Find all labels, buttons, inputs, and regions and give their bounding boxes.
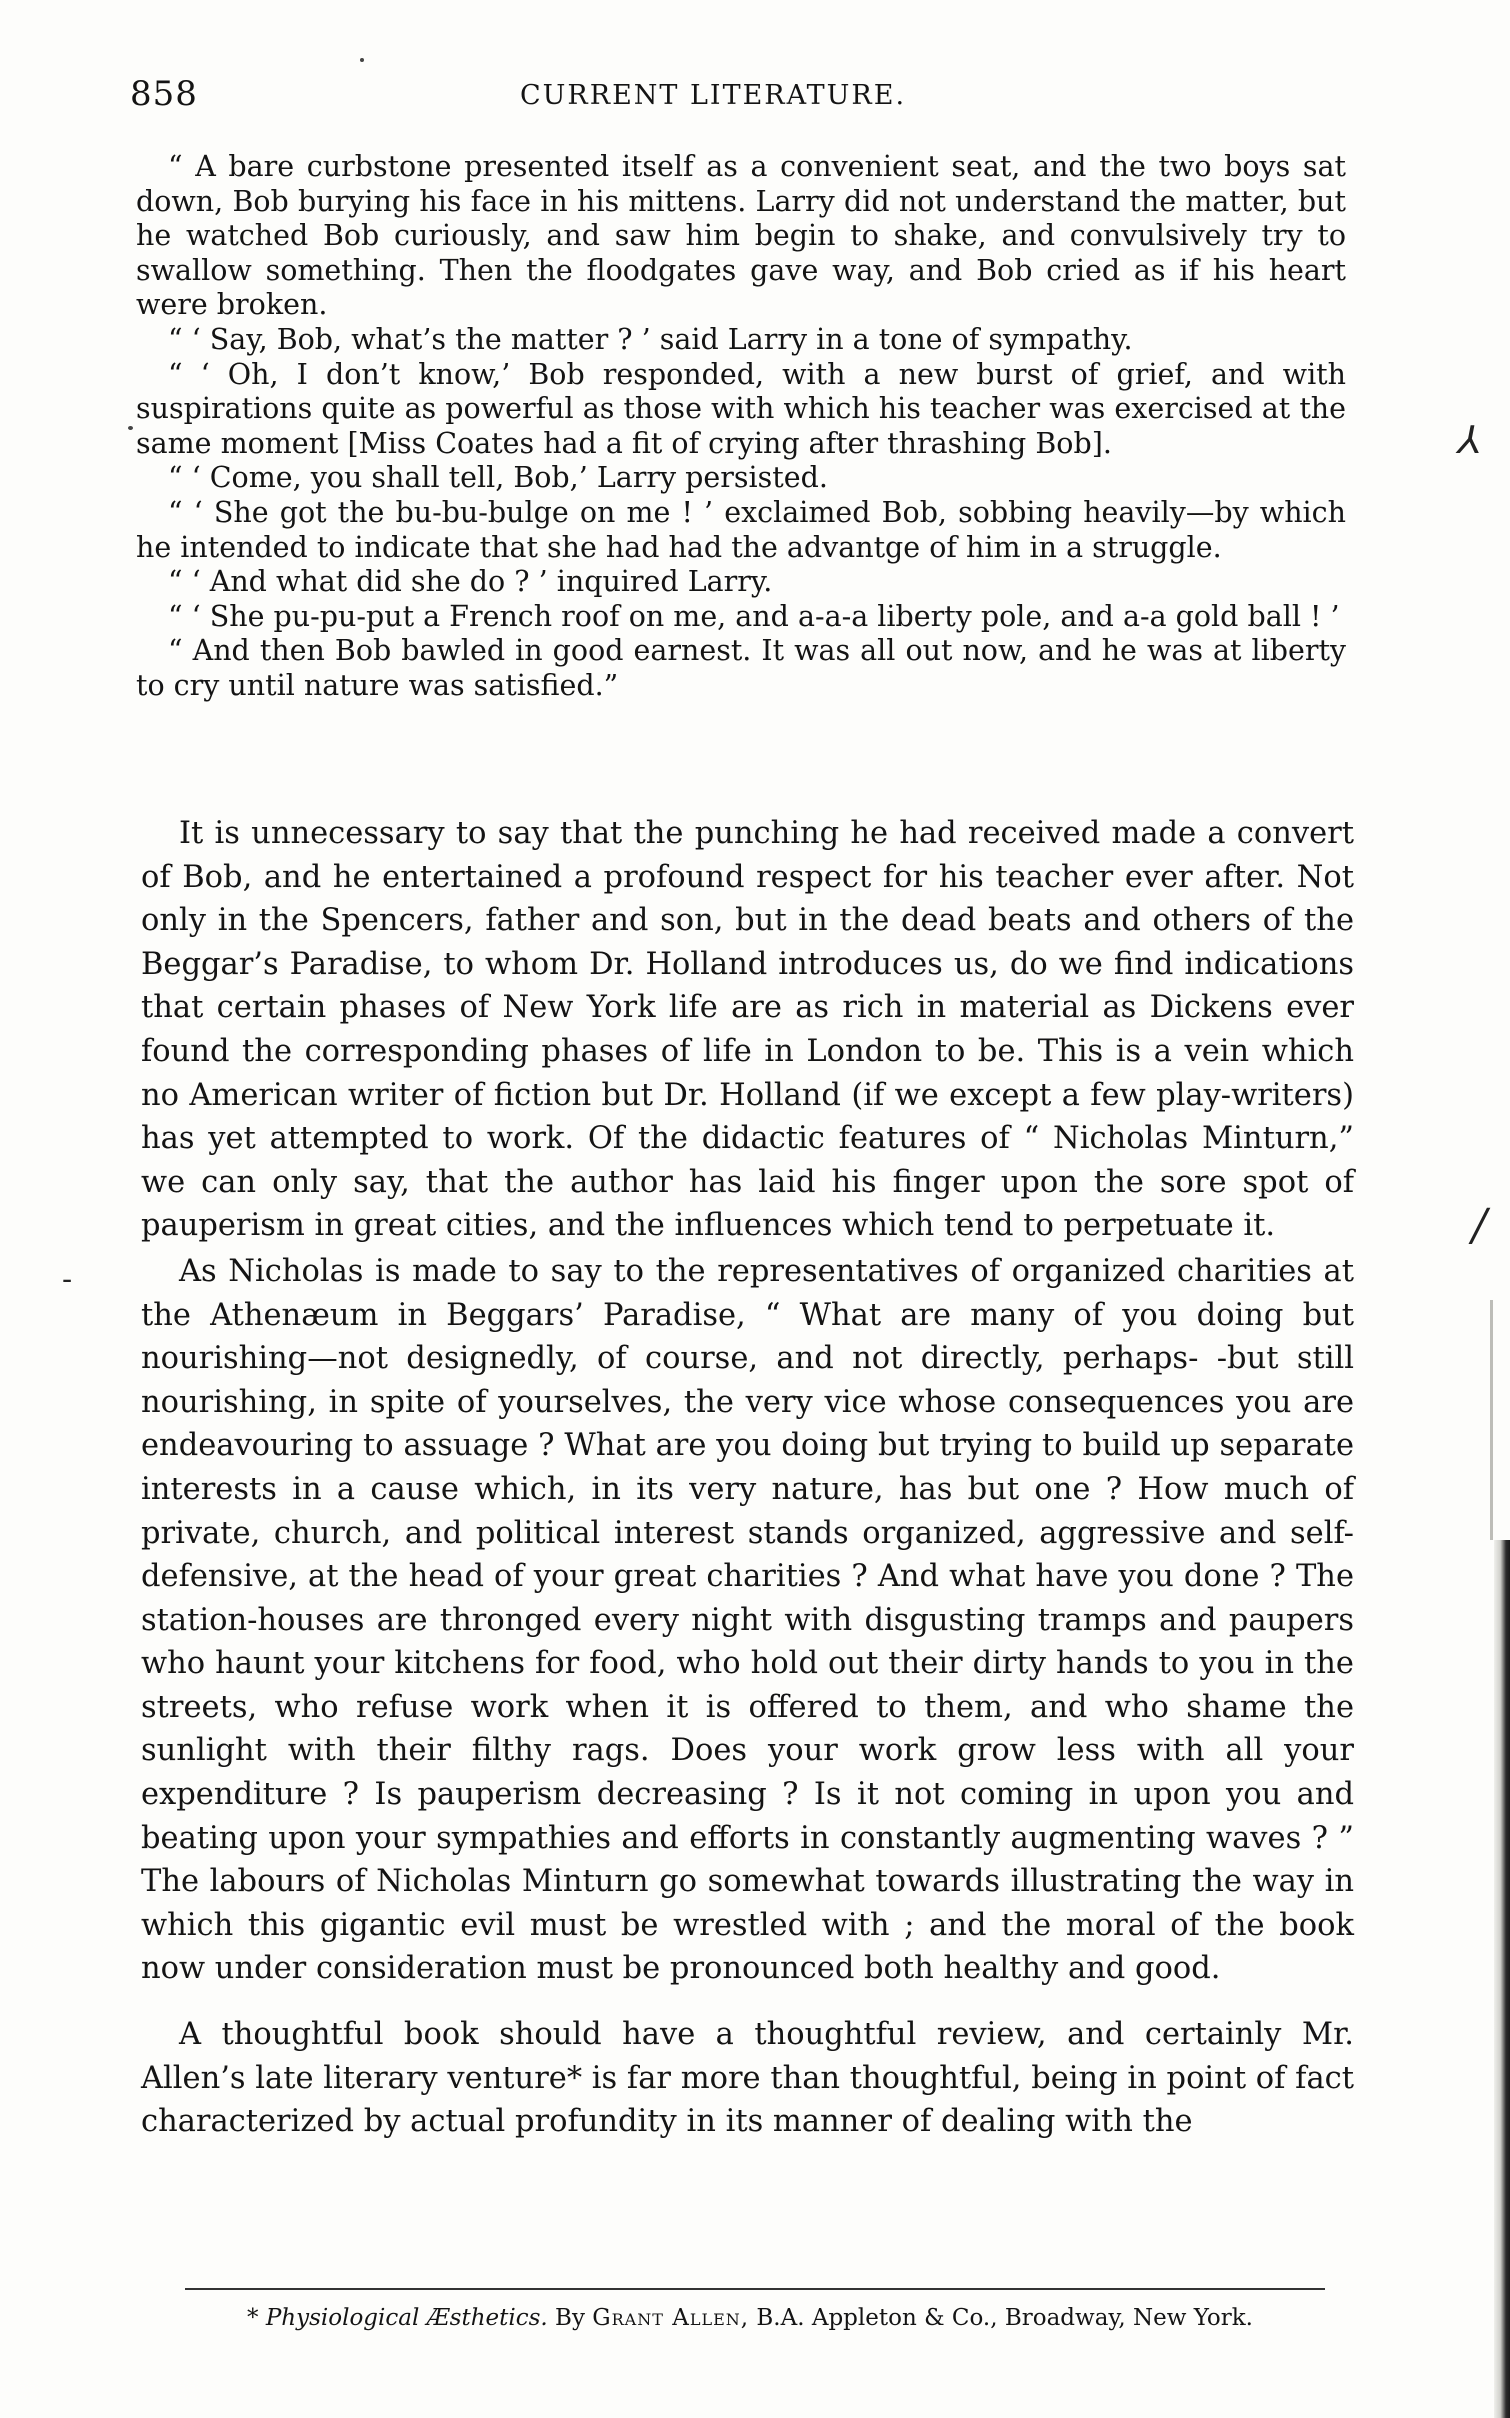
pencil-slash-mark-icon: / [1472,1200,1487,1251]
footnote-book-title: Physiological Æsthetics. [265,2305,548,2331]
footnote-publisher: B.A. Appleton & Co., Broadway, New York. [756,2305,1253,2331]
running-head: CURRENT LITERATURE. [520,80,907,111]
body-paragraph: As Nicholas is made to say to the representatives of organized charities at the Athenæum in Beggars’ Paradise, “ What are many of you doing but nourishing—not designedly, of course, and not directly, perhaps- -but still nourishing, in spite of yourselves, the very vice whose consequences you are endeavouring to assuage ? What are you doing but trying to build up separate interests in a cause which, in its very nature, has but one ? How much of private, church, and political interest stands organized, aggressive and self-defensive, at the head of your great charities ? And what have you done ? The station-houses are thronged every night with disgusting tramps and paupers who haunt your kitchens for food, who hold out their dirty hands to you in the streets, who refuse work when it is offered to them, and who shame the sunlight with their filthy rags. Does your work grow less with all your expenditure ? Is pauperism decreasing ? Is it not coming in upon you and beating upon your sympathies and efforts in constantly augmenting waves ? ” The labours of Nicholas Minturn go somewhat towards illustrating the way in which this gigantic evil must be wrestled with ; and the moral of the book now under consideration must be pronounced both healthy and good. [141,1253,1354,1987]
extract-paragraph: “ ‘ Come, you shall tell, Bob,’ Larry persisted. [168,461,828,495]
extract-paragraph: “ ‘ Say, Bob, what’s the matter ? ’ said Larry in a tone of sympathy. [168,322,1133,356]
pencil-dash-mark-icon: - [62,1262,73,1297]
page-number: 858 [130,74,198,114]
page-header [130,74,1345,124]
footnote [150,2303,1350,2333]
ink-speck [128,426,133,430]
footnote-rule [185,2288,1325,2290]
footnote-marker: * [247,2305,259,2331]
extract-paragraph: “ ‘ She pu-pu-put a French roof on me, and a-a-a liberty pole, and a-a gold ball ! ’ [168,599,1340,633]
extract-paragraph: “ ‘ She got the bu-bu-bulge on me ! ’ exclaimed Bob, sobbing heavily—by which he intended to indicate that she had had the advantge of him in a struggle. [136,495,1346,564]
footnote-by: By [555,2305,585,2331]
binding-edge [1494,1540,1510,2418]
extract-paragraph: “ And then Bob bawled in good earnest. It was all out now, and he was at liberty to cry until nature was satisfied.” [136,634,1346,702]
binding-shadow [1490,1300,1493,1540]
pencil-caret-mark-icon: ⅄ [1458,418,1482,462]
extract-paragraph: “ ‘ And what did she do ? ’ inquired Larry. [168,565,773,599]
footnote-author: Grant Allen, [592,2305,750,2331]
ink-speck [360,58,364,62]
extract-paragraph: “ A bare curbstone presented itself as a convenient seat, and the two boys sat down, Bob burying his face in his mittens. Larry did not understand the matter, but he watched Bob curiously, and saw him begin to shake, and convulsively try to swallow something. Then the floodgates gave way, and Bob cried as if his heart were broken. [136,150,1346,322]
quoted-extract [136,150,1346,704]
body-paragraph: It is unnecessary to say that the punching he had received made a convert of Bob, and he entertained a profound respect for his teacher ever after. Not only in the Spencers, father and son, but in the dead beats and others of the Beggar’s Paradise, to whom Dr. Holland introduces us, do we find indications that certain phases of New York life are as rich in material as Dickens ever found the corresponding phases of life in London to be. This is a vein which no American writer of fiction but Dr. Holland (if we except a few play-writers) has yet attempted to work. Of the didactic features of “ Nicholas Minturn,” we can only say, that the author has laid his finger upon the sore spot of pauperism in great cities, and the influences which tend to perpetuate it. [141,816,1354,1244]
extract-paragraph: “ ‘ Oh, I don’t know,’ Bob responded, with a new burst of grief, and with suspirations quite as powerful as those with which his teacher was exercised at the same moment [Miss Coates had a fit of crying after thrashing Bob]. [136,357,1346,460]
body-text [141,812,1354,2144]
body-paragraph: A thoughtful book should have a thoughtful review, and certainly Mr. Allen’s late literary venture* is far more than thoughtful, being in point of fact characterized by actual profundity in its manner of dealing with the [141,2017,1354,2140]
